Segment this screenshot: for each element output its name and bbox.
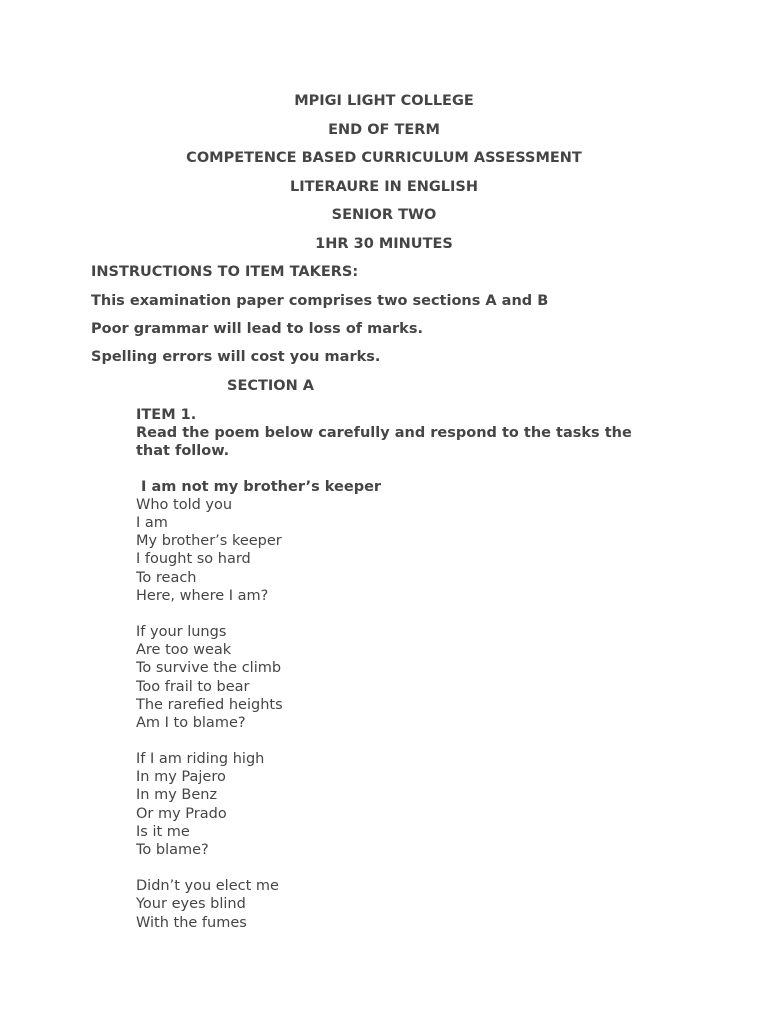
exam-duration: 1HR 30 MINUTES [315,236,453,252]
poem-line: Am I to blame? [136,714,246,731]
poem-line: Here, where I am? [136,587,269,604]
poem-line: The rarefied heights [136,696,283,713]
assessment-title: COMPETENCE BASED CURRICULUM ASSESSMENT [186,150,582,166]
poem-line: To reach [136,569,197,586]
poem-line: Is it me [136,823,190,840]
poem-stanza [136,750,283,859]
poem-line: I fought so hard [136,551,251,568]
instruction-line: Poor grammar will lead to loss of marks. [91,321,423,337]
poem-line: If your lungs [136,624,227,641]
instruction-line: This examination paper comprises two sections A and B [91,293,549,309]
poem-line: If I am riding high [136,751,265,768]
poem-line: Your eyes blind [136,896,246,913]
poem-body [136,496,283,950]
poem-stanza [136,496,283,605]
poem-line: Didn’t you elect me [136,878,279,895]
poem-line: To blame? [136,841,209,858]
poem-line: My brother’s keeper [136,533,282,550]
item-prompt-line: Read the poem below carefully and respond to the tasks the [136,425,632,442]
poem-title: I am not my brother’s keeper [141,479,382,495]
class-level: SENIOR TWO [331,207,437,223]
poem-stanza [136,623,283,732]
exam-type: END OF TERM [328,122,440,138]
poem-line: In my Benz [136,787,218,804]
poem-line: In my Pajero [136,769,226,786]
poem-line: Are too weak [136,642,232,659]
poem-line: With the fumes [136,914,247,931]
subject-title: LITERAURE IN ENGLISH [290,179,478,195]
poem-line: Too frail to bear [136,678,250,695]
poem-line: To survive the climb [136,660,282,677]
school-name: MPIGI LIGHT COLLEGE [294,93,474,109]
section-title: SECTION A [227,378,315,394]
item-prompt-line: that follow. [136,443,230,460]
instructions-heading: INSTRUCTIONS TO ITEM TAKERS: [91,264,359,280]
poem-line: Or my Prado [136,805,227,822]
poem-line: I am [136,515,168,532]
item-label: ITEM 1. [136,407,197,423]
item-block [136,406,696,461]
poem-stanza [136,877,283,931]
instruction-line: Spelling errors will cost you marks. [91,349,381,365]
poem-line: Who told you [136,497,233,513]
